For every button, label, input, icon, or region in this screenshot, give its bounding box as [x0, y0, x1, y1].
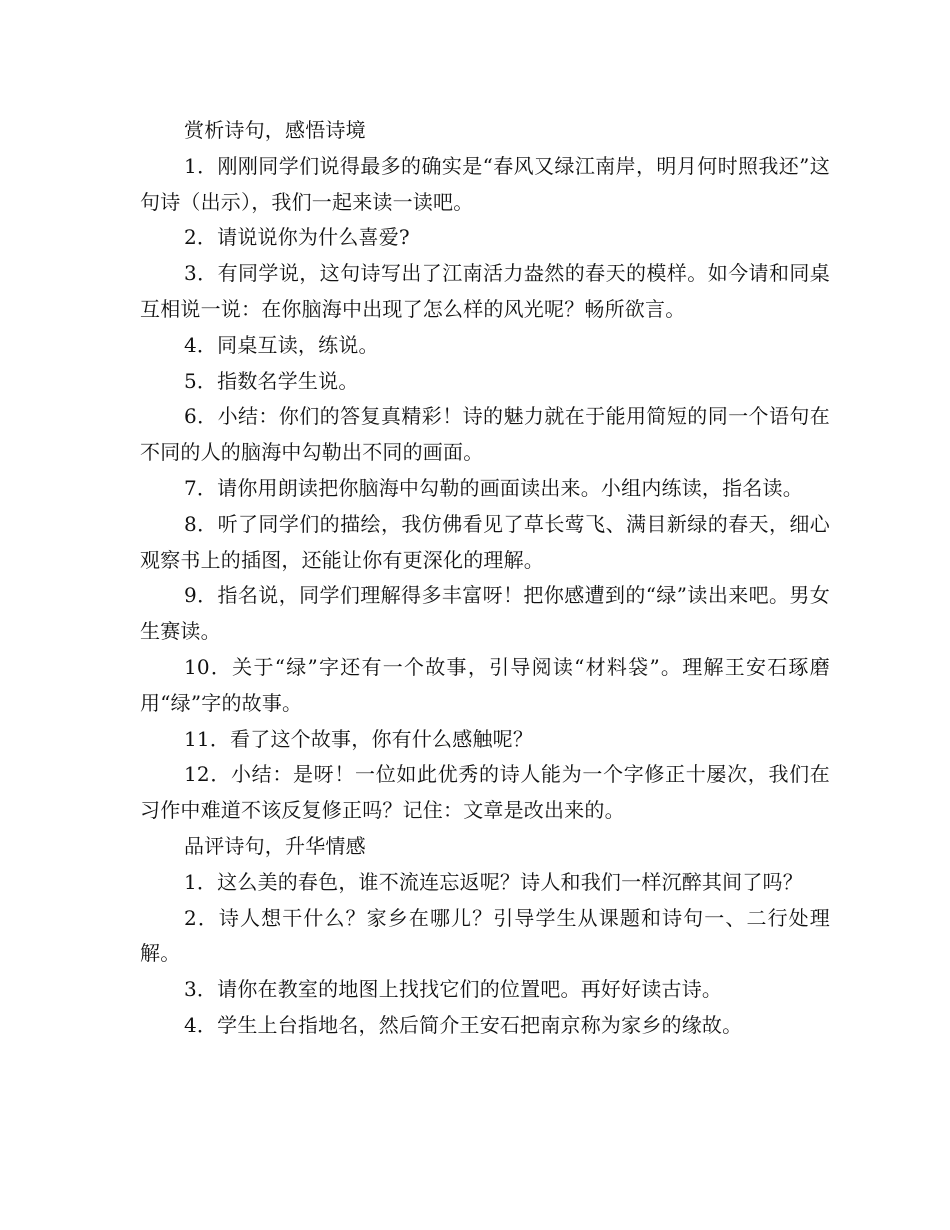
paragraph-item: 10．关于“绿”字还有一个故事，引导阅读“材料袋”。理解王安石琢磨用“绿”字的故事。	[140, 654, 830, 715]
paragraph-item: 8．听了同学们的描绘，我仿佛看见了草长莺飞、满目新绿的春天，细心观察书上的插图，还能让你有更深化的理解。	[140, 511, 830, 572]
section-heading-evaluate: 品评诗句，升华情感	[184, 833, 366, 858]
paragraph-item: 1．刚刚同学们说得最多的确实是“春风又绿江南岸，明月何时照我还”这句诗（出示），我们一起来读一读吧。	[140, 153, 830, 214]
paragraph-item: 3．请你在教室的地图上找找它们的位置吧。再好好读古诗。	[184, 977, 723, 1002]
section-heading-appreciate: 赏析诗句，感悟诗境	[184, 118, 366, 142]
paragraph-item: 12．小结：是呀！一位如此优秀的诗人能为一个字修正十屡次，我们在习作中难道不该反复修正吗？记住：文章是改出来的。	[140, 762, 830, 823]
paragraph-item: 7．请你用朗读把你脑海中勾勒的画面读出来。小组内练读，指名读。	[184, 475, 803, 500]
paragraph-item: 4．学生上台指地名，然后简介王安石把南京称为家乡的缘故。	[184, 1012, 743, 1037]
paragraph-item: 5．指数名学生说。	[184, 368, 359, 393]
paragraph-item: 2．诗人想干什么？家乡在哪儿？引导学生从课题和诗句一、二行处理解。	[140, 905, 830, 966]
paragraph-item: 4．同桌互读，练说。	[184, 332, 379, 357]
paragraph-item: 3．有同学说，这句诗写出了江南活力盎然的春天的模样。如今请和同桌互相说一说：在你脑海中出现了怎么样的风光呢？畅所欲言。	[140, 261, 830, 321]
paragraph-item: 11．看了这个故事，你有什么感触呢？	[184, 726, 534, 751]
paragraph-item: 2．请说说你为什么喜爱?	[184, 225, 410, 250]
paragraph-item: 1．这么美的春色，谁不流连忘返呢？诗人和我们一样沉醉其间了吗？	[184, 869, 803, 894]
paragraph-item: 9．指名说，同学们理解得多丰富呀！把你感遭到的“绿”读出来吧。男女生赛读。	[140, 583, 830, 644]
document-body	[140, 113, 830, 1044]
paragraph-item: 6．小结：你们的答复真精彩！诗的魅力就在于能用简短的同一个语句在不同的人的脑海中勾勒出不同的画面。	[140, 404, 830, 465]
